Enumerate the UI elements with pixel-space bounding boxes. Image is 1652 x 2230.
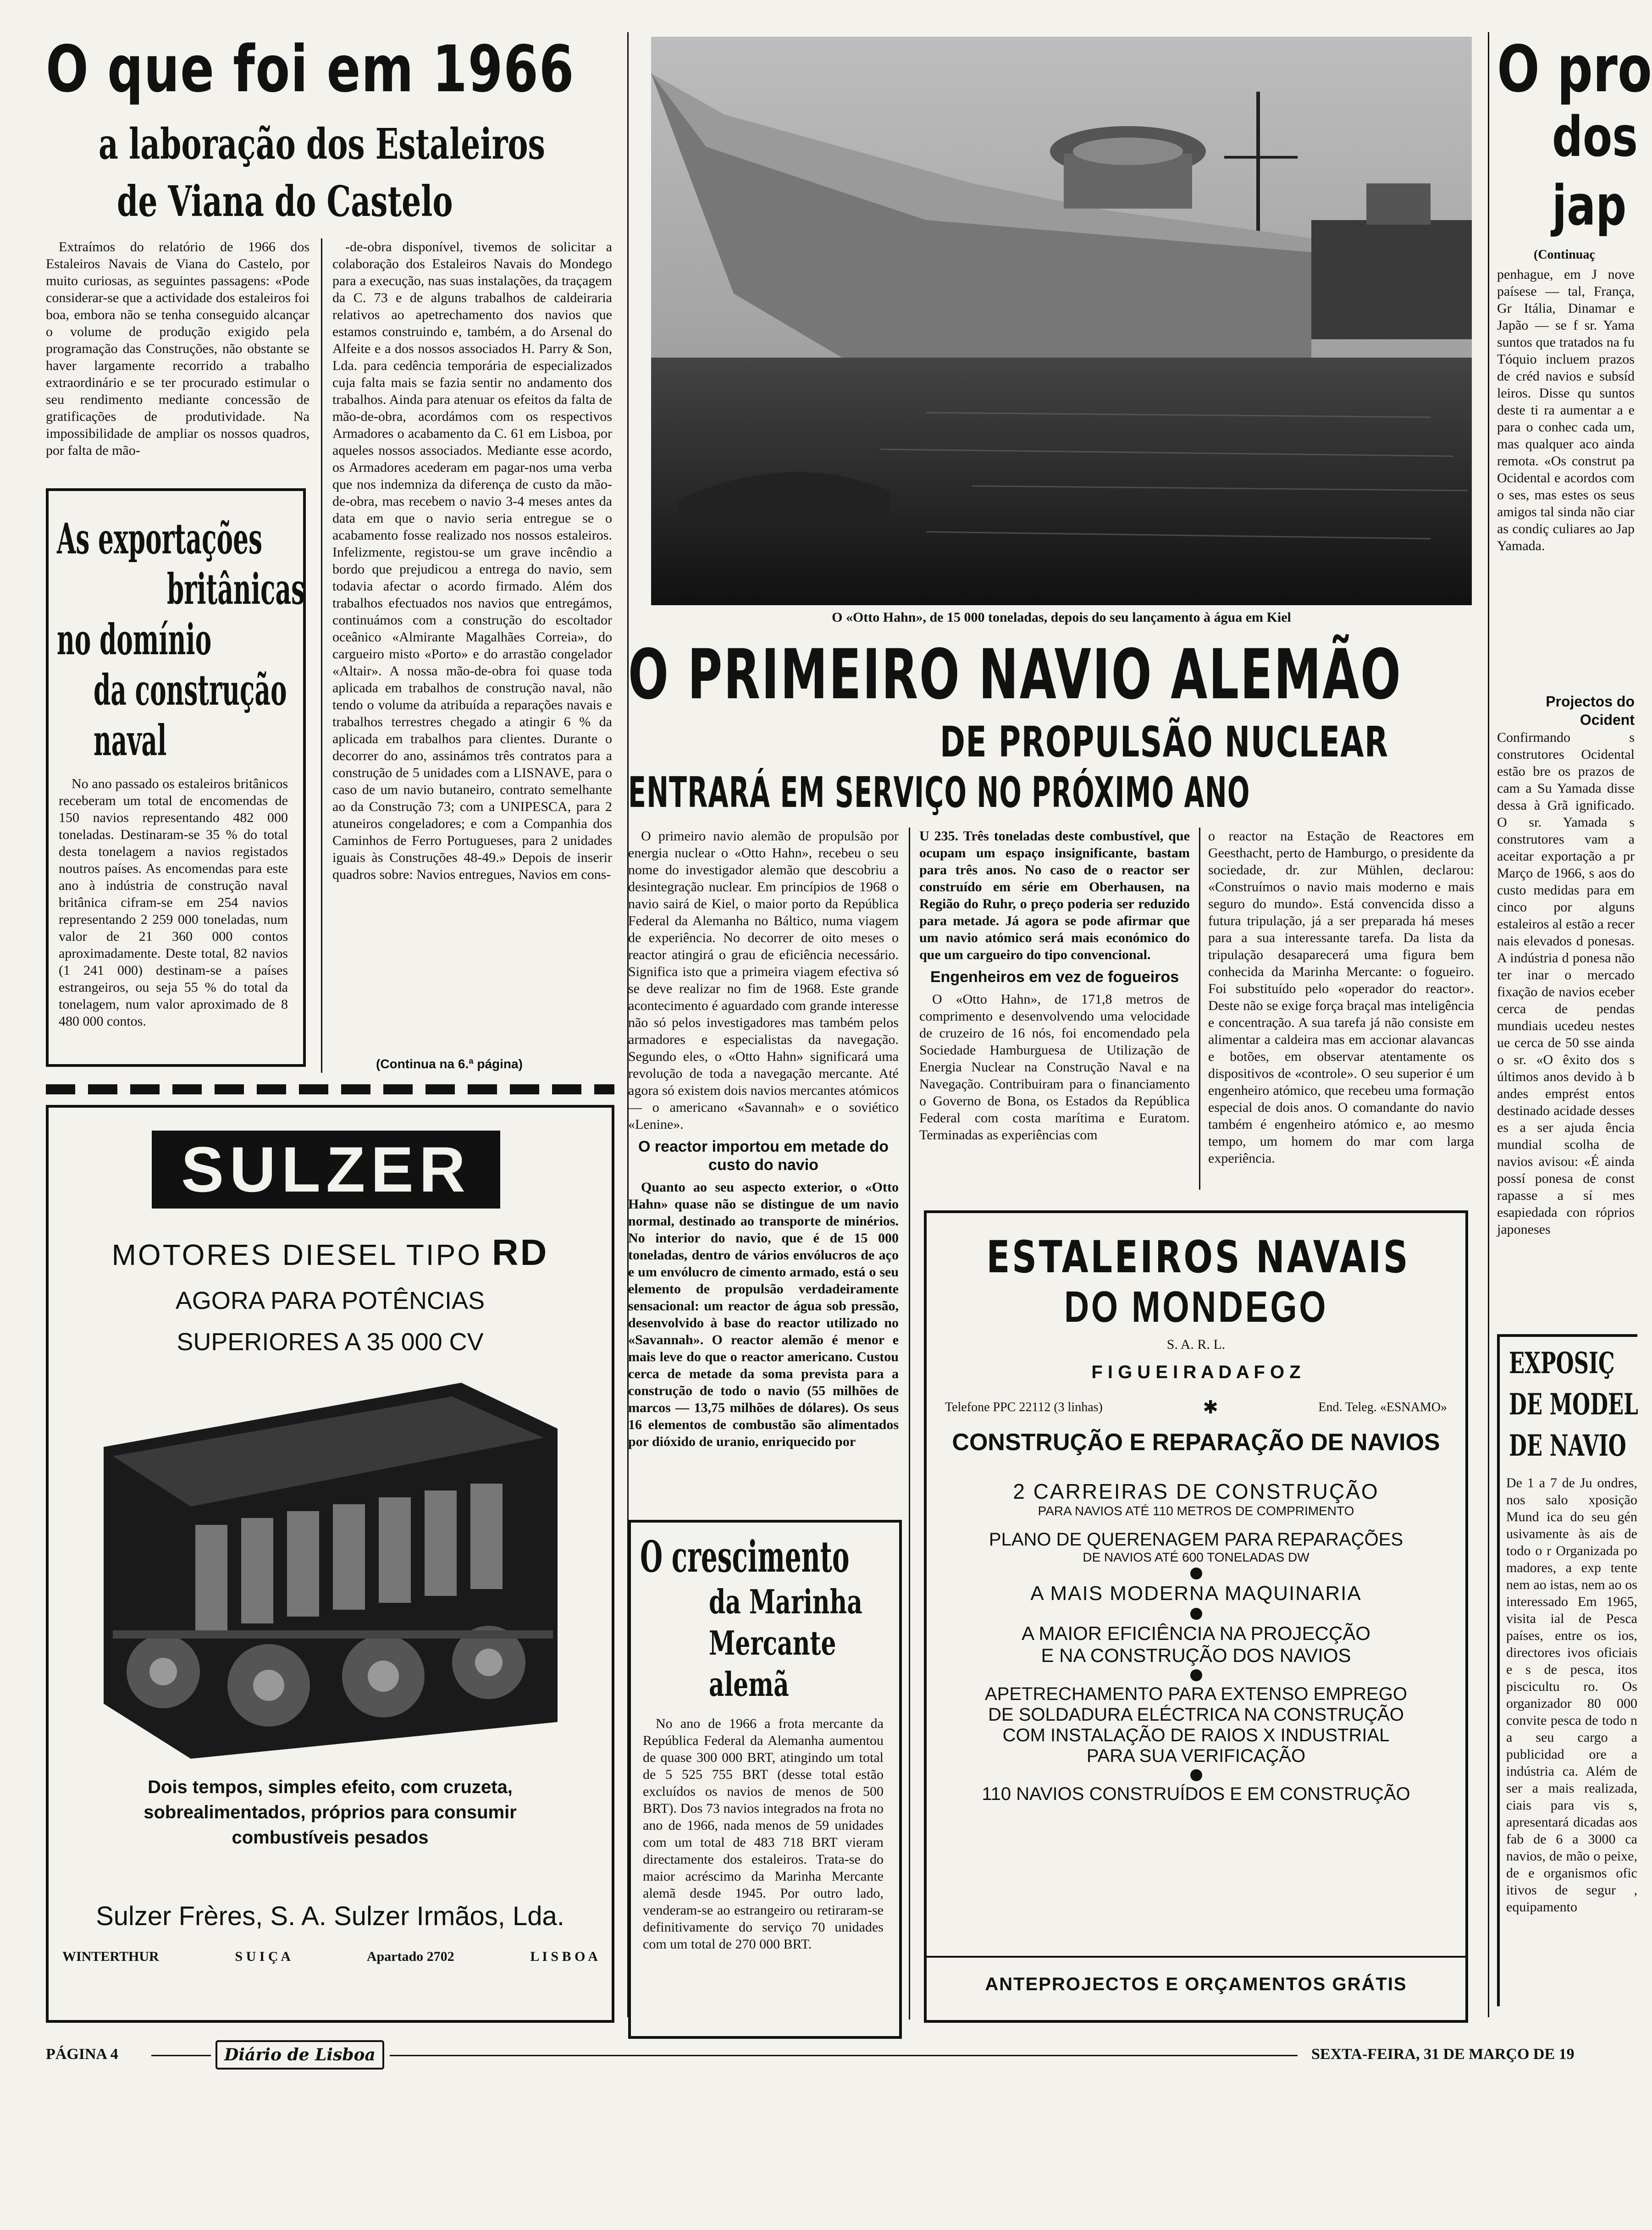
- main-col2: [919, 828, 1190, 1194]
- mondego-item1-a: 2 CARREIRAS DE CONSTRUÇÃO: [1013, 1479, 1379, 1503]
- bullet-dot-4: [1190, 1769, 1202, 1781]
- mondego-item4-a: A MAIOR EFICIÊNCIA NA PROJECÇÃO: [1022, 1623, 1370, 1644]
- sulzer-desc2: sobrealimentados, próprios para consumir: [144, 1802, 517, 1822]
- right-box-text: [1506, 1474, 1637, 1997]
- sulzer-desc3: combustíveis pesados: [232, 1827, 429, 1848]
- mondego-service: CONSTRUÇÃO E REPARAÇÃO DE NAVIOS: [952, 1429, 1440, 1456]
- main-col3: [1208, 828, 1474, 1194]
- mondego-telegraph: End. Teleg. «ESNAMO»: [1318, 1400, 1447, 1414]
- growth-title-2: da Marinha: [709, 1582, 862, 1621]
- exports-body-text: No ano passado os estaleiros britânicos receberam um total de encomendas de 150 navios representando 482 000 toneladas. Destinaram-se 35 % do total desta tonelagem a navios registados noutros países. As encomendas para este ano à indústria de construção naval britânica cifram-se em 254 navios representando 2 259 000 toneladas, num valor de 21 360 000 contos aproximadamente. Deste total, 82 navios (1 241 000) destinam-se a países estrangeiros, ou seja 55 % do total da tonelagem, num valor aproximado de 8 480 000 contos.: [59, 776, 288, 1029]
- sulzer-line1-text: MOTORES DIESEL TIPO: [111, 1238, 482, 1271]
- sulzer-country: S U I Ç A: [235, 1949, 291, 1964]
- exports-title-5: naval: [94, 716, 167, 765]
- footer-page: PÁGINA 4: [46, 2046, 118, 2063]
- sulzer-line2: AGORA PARA POTÊNCIAS: [175, 1287, 485, 1314]
- sulzer-brand: SULZER: [181, 1133, 471, 1205]
- sulzer-line1: [49, 1231, 612, 1274]
- growth-title-4: alemã: [709, 1665, 789, 1704]
- right-edge-column: [1497, 28, 1652, 2026]
- main-col-divider-2: [1199, 828, 1200, 1190]
- right-text-1: [1497, 266, 1635, 688]
- right-exposition-box: [1497, 1334, 1637, 2006]
- mondego-footer: ANTEPROJECTOS E ORÇAMENTOS GRÁTIS: [985, 1974, 1407, 1994]
- mondego-sarl: S. A. R. L.: [1166, 1337, 1226, 1352]
- sulzer-po-box: Apartado 2702: [366, 1949, 454, 1964]
- mondego-item2-b: DE NAVIOS ATÉ 600 TONELADAS DW: [1083, 1550, 1309, 1564]
- sulzer-top-border: [46, 1084, 614, 1094]
- main-subhead-2: ENTRARÁ EM SERVIÇO NO PRÓXIMO ANO: [628, 768, 1250, 817]
- footer-rule-mid: [390, 2055, 1298, 2056]
- exports-title-2: britânicas: [167, 564, 305, 614]
- footer-masthead-box: [215, 2040, 384, 2070]
- mondego-city: F I G U E I R A D A F O Z: [1091, 1362, 1301, 1382]
- mondego-title-1-text: ESTALEIROS NAVAIS: [986, 1231, 1410, 1283]
- right-headline-2: dos: [1552, 105, 1638, 169]
- mondego-item5-a: APETRECHAMENTO PARA EXTENSO EMPREGO: [985, 1684, 1407, 1704]
- sulzer-company: Sulzer Frères, S. A. Sulzer Irmãos, Lda.: [96, 1901, 564, 1931]
- right-text-2: [1497, 729, 1635, 1334]
- mondego-items: [927, 1479, 1465, 1805]
- mondego-ad: [924, 1210, 1468, 2023]
- left-col2-text: -de-obra disponível, tivemos de solicitar a colaboração dos Estaleiros Navais do Mondego para a execução, nas suas instalações, da traçagem da C. 73 e de alguns trabalhos de caldeiraria relativos ao apetrechamento dos navios que estamos construindo e, também, a do Arsenal do Alfeite e a dos nossos associados H. Parry & Son, Lda. para cedência temporária de especializados cuja falta mais se fazia sentir no andamento dos trabalhos. Ainda para atenuar os efeitos da falta de mão-de-obra, acordámos com os respectivos Armadores o acabamento da C. 61 em Lisboa, por aqueles nossos associados. Mediante esse acordo, os Armadores acederam em pagar-nos uma verba que nos indemniza da diferença de custo da mão-de-obra, mas recebem o navio 3-4 meses antes da data em que o navio seria entregue se o acabamento fosse realizado nos nossos estaleiros. Infelizmente, registou-se um grave incêndio a bordo que prejudicou a entrega do navio, sem todavia afectar o acordo firmado. Além dos trabalhos efectuados nos navios que entregámos, continuámos com a construção do escoltador oceânico «Almirante Magalhães Correia», do cargueiro misto «Porto» e do arrastão congelador «Altair». A nossa mão-de-obra foi quase toda aplicada em trabalhos de construção naval, não tendo o volume da atribuída a reparações navais e trabalhos terrestres chegado a atingir 6 % da aplicada em trabalhos para clientes. Durante o decorrer do ano, assinámos três contratos para a construção de 5 unidades com a LISNAVE, para o caso de um navio butaneiro, contrato semelhante ao da Construção 73; com a UNIPESCA, para 2 atuneiros congeladores; e com a Companhia dos Caminhos de Ferro Portugueses, para 2 unidades iguais às Construções 48-49.» Depois de inserir quadros sobre: Navios entregues, Navios em cons-: [332, 239, 612, 882]
- exports-title-1: As exportações: [57, 514, 263, 563]
- right-box-title-3: DE NAVIO: [1509, 1429, 1626, 1463]
- sulzer-line3: SUPERIORES A 35 000 CV: [177, 1328, 484, 1356]
- left-subhead-2: de Viana do Castelo: [117, 177, 453, 226]
- growth-box: [628, 1520, 902, 2039]
- mondego-item4-b: E NA CONSTRUÇÃO DOS NAVIOS: [1041, 1645, 1351, 1666]
- ship-photo: [651, 37, 1472, 605]
- left-col1-text: Extraímos do relatório de 1966 dos Estaleiros Navais de Viana do Castelo, por muito curiosas, as seguintes passagens: «Pode considerar-se que a actividade dos estaleiros foi boa, embora não se tenha conseguido alcançar o volume de produção exigido pela programação das Construções, não obstante se haver largamente recorrido a trabalho extraordinário e se ter procurado estimular o seu rendimento mediante concessão de gratificações de produtividade. Na impossibilidade de ampliar os nossos quadros, por falta de mão-: [46, 239, 309, 458]
- sulzer-city1: WINTERTHUR: [62, 1949, 159, 1964]
- bullet-dot-1: [1190, 1568, 1202, 1579]
- right-box-title-1: EXPOSIÇ: [1509, 1346, 1615, 1380]
- main-subhead-1: DE PROPULSÃO NUCLEAR: [940, 718, 1389, 767]
- footer-masthead: Diário de Lisboa: [224, 2045, 376, 2064]
- mondego-item5-d: PARA SUA VERIFICAÇÃO: [1086, 1746, 1306, 1766]
- sulzer-desc1: Dois tempos, simples efeito, com cruzeta,: [148, 1777, 513, 1797]
- mondego-title-2-text: DO MONDEGO: [1064, 1282, 1328, 1331]
- growth-title-3: Mercante: [709, 1623, 836, 1662]
- mondego-star: ✱: [1203, 1397, 1218, 1418]
- main-col-divider-right: [1488, 32, 1489, 2017]
- growth-title-1: O crescimento: [640, 1532, 850, 1582]
- main-reactor-text: Quanto ao seu aspecto exterior, o «Otto Hahn» quase não se distingue de um navio normal, destinado ao transporte de minérios. No interior do navio, que é de 15 000 toneladas, dentro de vários envólucros de aço e um envólucro de cimento armado, está o seu elemento de propulsão verdadeiramente sensacional: um reactor de água sob pressão, desenvolvido à base do reactor utilizado no «Savannah». O reactor alemão é menor e mais leve do que o reactor americano. Custou cerca de metade da soma prevista para a construção de todo o navio (55 milhões de marcos — 13,75 milhões de dólares). Os seus 16 elementos de combustão são alimentados por dióxido de uranio, enriquecido por: [628, 1180, 899, 1449]
- mondego-title-1: [927, 1231, 1465, 1283]
- mondego-title-2: [927, 1282, 1465, 1332]
- left-col-divider: [321, 238, 322, 1073]
- sulzer-logo: [152, 1131, 500, 1209]
- sulzer-line1-em: RD: [492, 1232, 549, 1273]
- mondego-item3: A MAIS MODERNA MAQUINARIA: [1030, 1582, 1362, 1605]
- main-engineers-text: O «Otto Hahn», de 171,8 metros de comprimento e desenvolvendo uma velocidade de cruzeiro de 16 nós, foi encomendado pela Sociedade Hamburguesa de Utilização de Energia Nuclear na Construção Naval e na Navegação. Contribuiram para o financiamento o Governo de Bona, os Estados da República Federal com costa marítima e Euratom. Terminadas as experiências com: [919, 992, 1190, 1143]
- right-box-title-2: DE MODEL: [1509, 1387, 1638, 1422]
- right-sub-1: Projectos do Ocident: [1546, 693, 1635, 728]
- main-col1-text: O primeiro navio alemão de propulsão por energia nuclear o «Otto Hahn», recebeu o seu nome do investigador alemão que descobriu a desintegração nuclear. Em princípios de 1968 o navio sairá de Kiel, o maior porto da República Federal da Alemanha no Báltico, numa viagem de experiência. No decorrer de oito meses o reactor atingirá o grau de eficiência necessário. Significa isto que a primeira viagem efectiva só se deve realizar no fim de 1968. Este grande acontecimento é aguardado com grande interesse não só pelos investigadores mas também pelos armadores e especialistas da navegação. Segundo eles, o «Otto Hahn» significará uma revolução de toda a navegação mercante. Até agora só existem dois navios mercantes atómicos — o americano «Savannah» e o soviético «Lenine».: [628, 828, 899, 1132]
- mondego-item5-b: DE SOLDADURA ELÉCTRICA NA CONSTRUÇÃO: [988, 1705, 1404, 1725]
- main-sub-engineers: Engenheiros em vez de fogueiros: [930, 968, 1179, 986]
- right-continued: (Continuaç: [1534, 248, 1595, 262]
- mondego-item5-c: COM INSTALAÇÃO DE RAIOS X INDUSTRIAL: [1002, 1725, 1390, 1745]
- footer-date: SEXTA-FEIRA, 31 DE MARÇO DE 19: [1311, 2046, 1575, 2063]
- mondego-item6: 110 NAVIOS CONSTRUÍDOS E EM CONSTRUÇÃO: [982, 1784, 1410, 1804]
- growth-body: [643, 1715, 884, 2018]
- sulzer-address-row: [62, 1949, 598, 1965]
- main-col3-text: o reactor na Estação de Reactores em Geesthacht, perto de Hamburgo, o presidente da sociedade, dr. zur Mühlen, declarou: «Construímos o navio mais moderno e mais seguro do mundo». Está convencida disso a futura tripulação, já a ser preparada há meses para a sua interessante tarefa. Da lista da tripulação desaparecerá uma figura bem conhecida da Marinha Mercante: o fogueiro. Foi substituído pelo «operador do reactor». Deste não se exige força braçal mas inteligência e concentração. A sua tarefa já não consiste em alimentar a caldeira mas em accionar alavancas e botões, em observar atentamente os dispositivos de «controle». O seu superior é um engenheiro atómico, que recebeu uma formação especial de dois anos. O comandante do navio também é engenheiro atómico e, ao mesmo tempo, um homem do mar com larga experiência.: [1208, 828, 1474, 1166]
- main-col1: [628, 828, 899, 1506]
- sulzer-ad: [46, 1105, 614, 2023]
- left-continued: (Continua na 6.ª página): [376, 1057, 523, 1071]
- left-headline: O que foi em 1966: [46, 32, 575, 107]
- left-subhead-1: a laboração dos Estaleiros: [99, 119, 545, 169]
- mondego-item2-a: PLANO DE QUERENAGEM PARA REPARAÇÕES: [989, 1529, 1403, 1550]
- right-box-text-content: De 1 a 7 de Ju ondres, nos salo xposição Mund ica do seu gén usivamente às ais de todo o r Organizada po madores, a exp tente nem ao istas, nem ao os interessado Em 1965, visita ial de Pesca países, entre os ios, directores ivos oficiais e s de pesca, itos piscicultu ro. Os organizador 80 000 convite pesca de todo n a seu cargo a publicidad ore a indústria ca. Além de ser a mais realizada, ciais para vis s, apresentará dicadas aos fab de 6 a 3000 ca navios, de mão o peixe, de e organismos ofic itivos de segur , equipamento: [1506, 1475, 1637, 1915]
- bullet-dot-2: [1190, 1608, 1202, 1620]
- exports-title-4: da construção: [94, 665, 287, 715]
- main-col-divider-1: [909, 828, 910, 2020]
- main-col2-text: U 235. Três toneladas deste combustível, que ocupam um espaço insignificante, bastam para três anos. No caso de o reactor ser construído em série em Oberhausen, na Região do Ruhr, o preço poderia ser reduzido para metade. Já agora se pode afirmar que um navio atómico será mais económico do que um cargueiro do tipo convencional.: [919, 828, 1190, 962]
- main-sub-reactor: O reactor importou em metade do custo do navio: [638, 1138, 889, 1174]
- left-article-col1: [46, 238, 309, 479]
- footer-rule-left: [151, 2055, 211, 2056]
- exports-box: [46, 488, 306, 1067]
- right-headline-3: jap: [1552, 174, 1627, 238]
- growth-body-text: No ano de 1966 a frota mercante da República Federal da Alemanha aumentou de quase 300 000 BRT, atingindo um total de 5 525 755 BRT (desse total estão excluídos os navios de menos de 500 BRT). Dos 73 navios integrados na frota no ano de 1966, nada menos de 59 unidades com um total de 483 718 BRT vieram directamente dos estaleiros. Trata-se do maior acréscimo da Marinha Mercante alemã desde 1945. Por outro lado, venderam-se ao estrangeiro ou retiraram-se definitivamente do serviço 70 unidades com um total de 270 000 BRT.: [643, 1716, 884, 1952]
- left-article-col2: [332, 238, 612, 1027]
- mondego-phone: Telefone PPC 22112 (3 linhas): [945, 1400, 1103, 1414]
- right-text-2-text: Confirmando s construtores Ocidental estão bre os prazos de cam a Su Yamada disse dessa à Grã ignificado. O sr. Yamada s construtores vam a aceitar exportação a pr Março de 1966, s aos do custo medidas para em cinco por alguns estaleiros al estão a recer nais elevados d ponesas. A indústria d ponesa não ter inar o mercado fixação de navios eceber cerca de pendas mundiais ucedeu nestes ue cerca de 50 sse ainda o sr. «O êxito dos s últimos anos devido à b andes emprést entos destinado acidade desses es a ser ajuda ência mundial scolha de navios avisou: «É ainda possí ponesa de const rapasse a sí mes esapiedada con róprios japoneses: [1497, 730, 1635, 1237]
- main-headline: O PRIMEIRO NAVIO ALEMÃO: [628, 635, 1402, 715]
- right-headline-1: O pro: [1497, 32, 1652, 107]
- mondego-item1-b: PARA NAVIOS ATÉ 110 METROS DE COMPRIMENTO: [1038, 1504, 1354, 1518]
- mondego-footer-rule: [927, 1956, 1465, 1958]
- exports-body: [59, 775, 288, 1050]
- sulzer-city2: L I S B O A: [530, 1949, 598, 1964]
- engine-illustration: [85, 1374, 571, 1768]
- exports-title-3: no domínio: [57, 615, 212, 664]
- right-text-1-text: penhague, em J nove paísese — tal, França, Gr Itália, Dinamar e Japão — se f sr. Yama suntos que tratados na fu Tóquio incluem prazos de créd navios e subsíd leiros. Disse qu suntos deste ti ra aumentar a e para o conhec cada um, mas qualquer aco ainda remota. «Os construt pa Ocidental e acordos com o ses, mas estes os seus amigos tal sinda não ciar as condiç culiares ao Jap Yamada.: [1497, 267, 1635, 553]
- mondego-contact-row: [945, 1397, 1447, 1418]
- photo-caption: O «Otto Hahn», de 15 000 toneladas, depois do seu lançamento à água em Kiel: [832, 610, 1291, 625]
- bullet-dot-3: [1190, 1669, 1202, 1681]
